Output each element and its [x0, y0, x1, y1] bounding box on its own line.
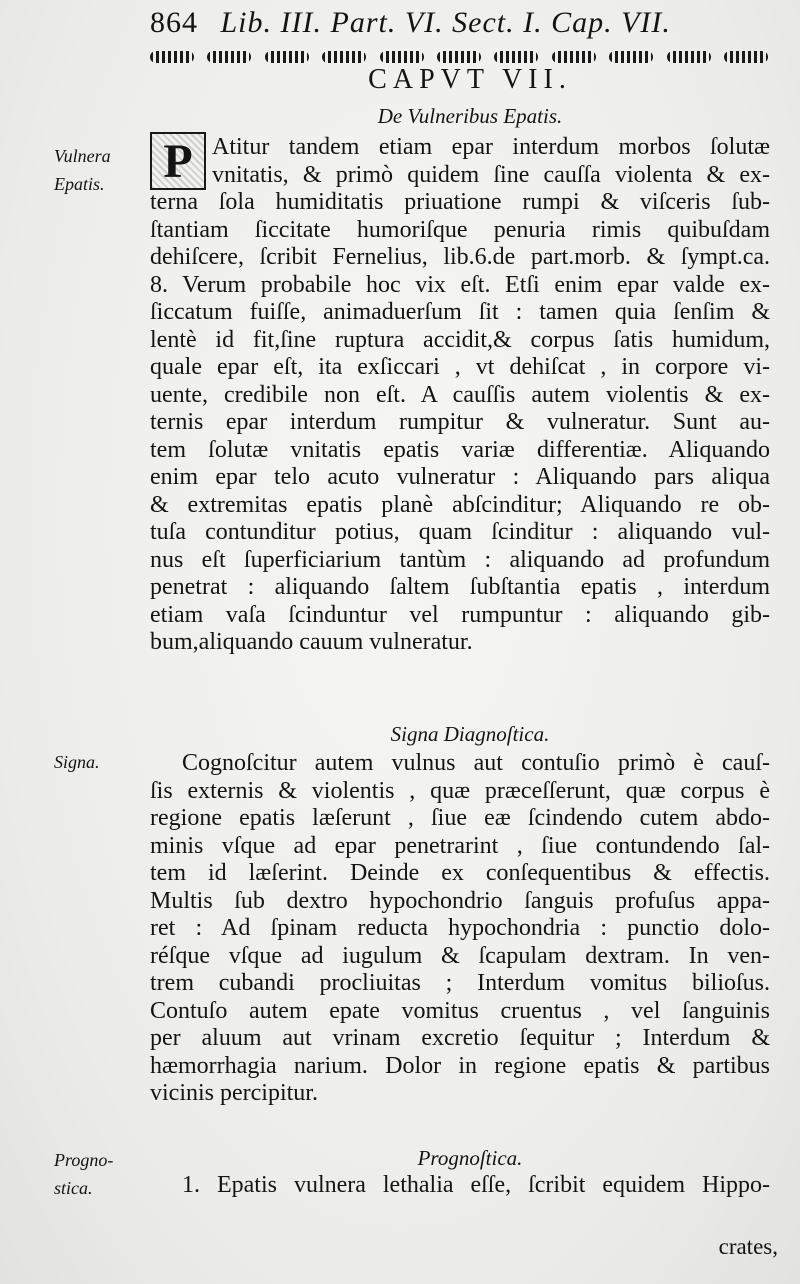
- text-line: & extremitas epatis planè abſcinditur; Aliquando re ob-: [150, 491, 770, 518]
- text-line: ſtantiam ſiccitate humoriſque penuria rimis quibuſdam: [150, 216, 770, 243]
- page-number: 864: [150, 6, 198, 39]
- text-line: terna ſola humiditatis priuatione rumpi & viſceris ſub-: [150, 189, 770, 215]
- dropcap-letter: P: [150, 132, 206, 190]
- text-line: minis vſque ad epar penetrarint , ſiue contundendo ſal-: [150, 832, 770, 859]
- text-line: Contuſo autem epate vomitus cruentus , vel ſanguinis: [150, 997, 770, 1024]
- text-line: uente, credibile non eſt. A cauſſis autem violentis & ex-: [150, 381, 770, 408]
- signa-paragraph: [150, 750, 770, 1108]
- running-header: [150, 6, 790, 46]
- text-line: penetrat : aliquando ſaltem ſubſtantia epatis , interdum: [150, 574, 770, 600]
- margin-note-signa: Signa.: [54, 752, 100, 772]
- text-line: regione epatis læſerunt , ſiue eæ ſcindendo cutem abdo-: [150, 805, 770, 831]
- text-line: 1. Epatis vulnera lethalia eſſe, ſcribit equidem Hippo-: [182, 1172, 770, 1198]
- text-line: réſque vſque ad iugulum & ſcapulam dextram. In ven-: [150, 942, 770, 969]
- text-line: tem ſolutæ vnitatis epatis variæ differentiæ. Aliquando: [150, 436, 770, 463]
- margin-note-vulnera: Vulnera Epatis.: [54, 146, 111, 194]
- text-line: tuſa contunditur potius, quam ſcinditur : aliquando vul-: [150, 519, 770, 545]
- text-line: per aluum aut vrinam excretio ſequitur ; Interdum &: [150, 1025, 770, 1051]
- prognostica-paragraph: [150, 1172, 770, 1200]
- text-line: vnitatis, & primò quidem ſine cauſſa violenta & ex-: [212, 161, 770, 188]
- text-line: trem cubandi procliuitas ; Interdum vomitus bilioſus.: [150, 970, 770, 996]
- text-line: bum,aliquando cauum vulneratur.: [150, 629, 473, 655]
- running-title: Lib. III. Part. VI. Sect. I. Cap. VII.: [220, 6, 671, 39]
- text-line: enim epar telo acuto vulneratur : Aliquando pars aliqua: [150, 464, 770, 490]
- text-line: etiam vaſa ſcinduntur vel rumpuntur : aliquando gib-: [150, 601, 770, 628]
- text-line: ternis epar interdum rumpitur & vulneratur. Sunt au-: [150, 409, 770, 435]
- text-line: dehiſcere, ſcribit Fernelius, lib.6.de part.morb. & ſympt.ca.: [150, 244, 770, 270]
- text-line: vicinis percipitur.: [150, 1080, 318, 1106]
- margin-note-prognostica: Progno- stica.: [54, 1150, 114, 1198]
- text-line: 8. Verum probabile hoc vix eſt. Etſi enim epar valde ex-: [150, 271, 770, 298]
- text-line: lentè id fit,ſine ruptura accidit,& corpus ſatis humidum,: [150, 326, 770, 353]
- chapter-subtitle: De Vulneribus Epatis.: [377, 104, 563, 128]
- chapter-title: CAPVT VII.: [368, 64, 572, 95]
- text-line: Multis ſub dextro hypochondrio ſanguis profuſus appa-: [150, 887, 770, 914]
- text-line: tem id læſerint. Deinde ex conſequentibus & effectis.: [150, 860, 770, 886]
- signa-heading: Signa Diagnoſtica.: [390, 722, 550, 746]
- text-line: hæmorrhagia narium. Dolor in regione epatis & partibus: [150, 1052, 770, 1079]
- intro-paragraph: [150, 134, 770, 657]
- text-line: nus eſt ſuperficiarium tantùm : aliquando ad profundum: [150, 546, 770, 573]
- text-line: Atitur tandem etiam epar interdum morbos ſolutæ: [212, 134, 770, 160]
- text-line: ſis externis & violentis , quæ præceſſerunt, quæ corpus è: [150, 777, 770, 804]
- text-line: Cognoſcitur autem vulnus aut contuſio primò è cauſ-: [182, 750, 770, 776]
- text-line: ſiccatum fuiſſe, animaduerſum ſit : tamen quia ſenſim &: [150, 299, 770, 325]
- prognostica-heading: Prognoſtica.: [417, 1146, 523, 1170]
- catchword: crates,: [718, 1234, 778, 1259]
- text-line: ret : Ad ſpinam reducta hypochondria : punctio dolo-: [150, 915, 770, 941]
- text-line: quale epar eſt, ita exſiccari , vt dehiſcat , in corpore vi-: [150, 354, 770, 380]
